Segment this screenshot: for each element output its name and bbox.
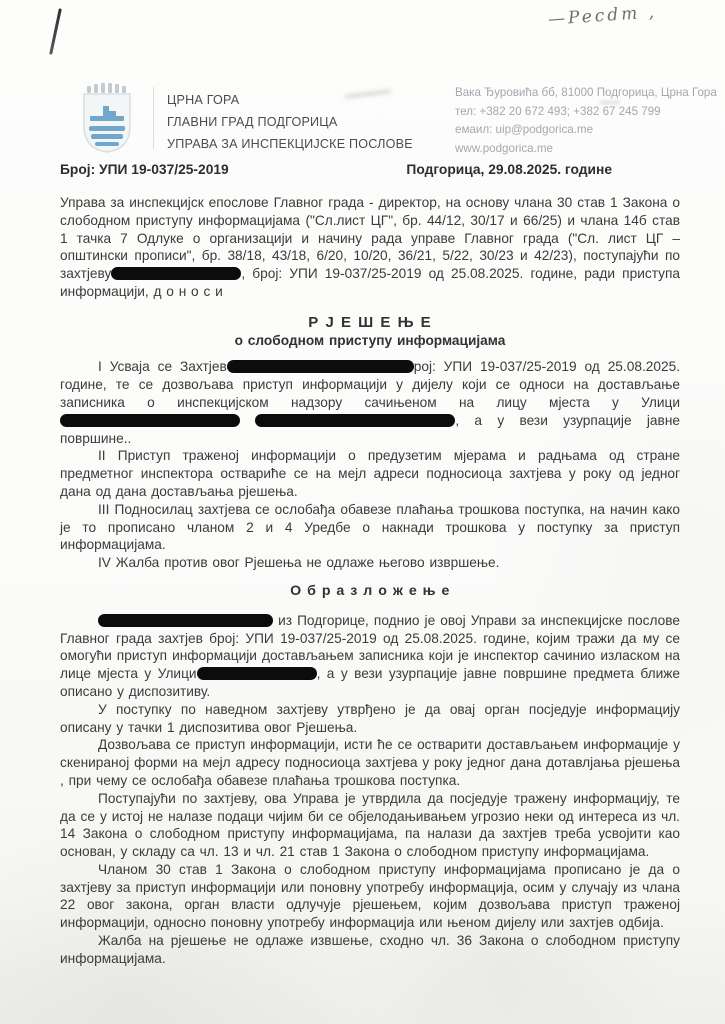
decision-subtitle: о слободном приступу информацијама — [234, 332, 506, 348]
org-city: ГЛАВНИ ГРАД ПОДГОРИЦА — [167, 115, 338, 129]
text-run: Жалба на рјешење не одлаже извшење, сходно чл. 36 Закона о слободном приступу информацијама. — [60, 933, 680, 966]
text-run: I Усваја се Захтјев — [98, 359, 227, 375]
paragraph — [60, 194, 680, 301]
rationale-heading: О б р а з л о ж е њ е — [290, 582, 450, 599]
redaction-bar — [227, 360, 414, 373]
document-body — [60, 194, 680, 968]
redaction-bar — [255, 414, 455, 427]
redaction-bar — [98, 614, 273, 627]
paragraph — [60, 861, 680, 932]
place-and-date: Подгорица, 29.08.2025. године — [406, 162, 612, 177]
document-meta-row — [60, 162, 612, 177]
text-run: У поступку по наведном захтјеву утврђено је да овај орган посједује информацију описану у тачки 1 диспозитива овог Рјешења. — [60, 701, 680, 735]
paragraph — [60, 501, 680, 554]
text-run: рој: УПИ 19-037/25-2019 од 25.08.2025. године, те се дозвољава приступ информацији у дијелу који се односи на достављање записника о инспекцијском надзору сачињеном на лицу мјеста у Улици — [60, 359, 680, 410]
text-run: III Подносилац захтјева се ослобађа обавезе плаћања трошкова поступка, на начин како је то прописано чланом 2 и 4 Уредбе о накнади трошкова у поступку за приступ информацијама. — [60, 501, 680, 553]
text-run — [240, 413, 255, 428]
text-run: Чланом 30 став 1 Закона о слободном приступу информацијама прописано је да о захтјеву за приступ информацији или поновну употребу информација, осим у случају из члана 22 овог закона, орган власти одлучује рјешењем, којим дозвољава приступ траженој информацији, односно поновну употребу информација или њеном дијелу или захтјев одбија. — [60, 861, 680, 931]
text-run: Управа за инспекцијск епослове Главног града - директор, на основу члана 30 став 1 Закона о слободном приступу информацијама ("Сл.лист ЦГ", бр. 44/12, 30/17 и 66/25) и члана 14б став 1 тачка 7 Одлуке о организацији и начину рада управе Главног града ("Сл. лист ЦГ – општински прописи", бр. 38/18, 43/18, 6/20, 10/20, 36/21, 5/22, 30/23 и 42/23), поступајући по захтјеву — [60, 195, 680, 282]
contact-block — [455, 84, 717, 158]
intro-paragraph-block — [60, 194, 680, 301]
paragraph — [60, 736, 680, 789]
contact-phone: тел: +382 20 672 493; +382 67 245 799 — [455, 104, 661, 118]
organization-block — [167, 89, 413, 155]
paragraph — [60, 790, 680, 861]
org-country: ЦРНА ГОРА — [167, 93, 240, 107]
handwritten-note: —Pecdm , — [547, 2, 658, 30]
paragraph — [60, 554, 680, 572]
decision-title-block — [60, 314, 680, 350]
contact-email: емаил: uip@podgorica.me — [455, 123, 594, 136]
text-run: , а у вези узурпације јавне површине предмета ближе описано у диспозитиву. — [60, 666, 680, 699]
redaction-bar — [60, 414, 240, 427]
text-run: II Приступ траженој информацији о предузетим мјерама и радњама од стране предметног инспектора оствариће се на мејл адреси подносиоца захтјева у року од једног дана од дана достављања рјешења. — [60, 448, 680, 499]
text-run: Поступајући по захтјеву, ова Управа је утврдила да посједује тражену информацију, те да се у истој не налазе подаци чијим би се објелодањивањем угрозио неки од интереса из чл. 14 Закона о слободном приступу информацијама, па налази да захтјев треба усвојити као основан, у складу са чл. 13 и чл. 21 став 1 Закона о слободном приступу информацијама. — [60, 790, 680, 860]
text-run: , а у вези узурпације јавне површине.. — [60, 412, 680, 446]
text-run: IV Жалба против овог Рјешења не одлаже његово извршење. — [98, 555, 500, 571]
staple-mark — [49, 8, 62, 55]
redaction-bar — [111, 267, 241, 280]
redaction-bar — [197, 667, 317, 680]
podgorica-coat-of-arms-icon — [78, 82, 136, 156]
document-number: Број: УПИ 19-037/25-2019 — [60, 162, 229, 177]
paragraph — [60, 612, 680, 701]
text-run: , број: УПИ 19-037/25-2019 од 25.08.2025. године, ради приступа информацији, д о н о с и — [60, 266, 680, 299]
rationale-block — [60, 612, 680, 968]
letterhead-divider — [153, 87, 154, 149]
text-run: Дозвољава се приступ информацији, исти ће се остварити достављањем информације у скенираној форми на мејл адресу подносиоца захтјева у року једног дана дотавлјања рјешења , при чему се ослобађа обавезе плаћања трошкова поступка. — [60, 737, 680, 788]
paragraph — [60, 932, 680, 968]
contact-website: www.podgorica.me — [455, 141, 553, 155]
text-run: из Подгорице, поднио је овој Управи за инспекцијске послове Главног града захтјев број: УПИ 19-037/25-2019 од 25.08.2025. године, којим тражи да му се омогући приступ информацији достављањем записника који је инспектор сачинио изласком на лице мјеста у Улици — [60, 612, 680, 682]
contact-address: Вака Ђуровића бб, 81000 Подгорица, Црна Гора — [455, 86, 717, 99]
paragraph — [60, 447, 680, 500]
operative-part-block — [60, 358, 680, 572]
decision-title: Р Ј Е Ш Е Њ Е — [308, 313, 432, 331]
org-department: УПРАВА ЗА ИНСПЕКЦИЈСКЕ ПОСЛОВЕ — [167, 137, 413, 151]
paragraph — [60, 358, 680, 447]
paragraph — [60, 701, 680, 737]
